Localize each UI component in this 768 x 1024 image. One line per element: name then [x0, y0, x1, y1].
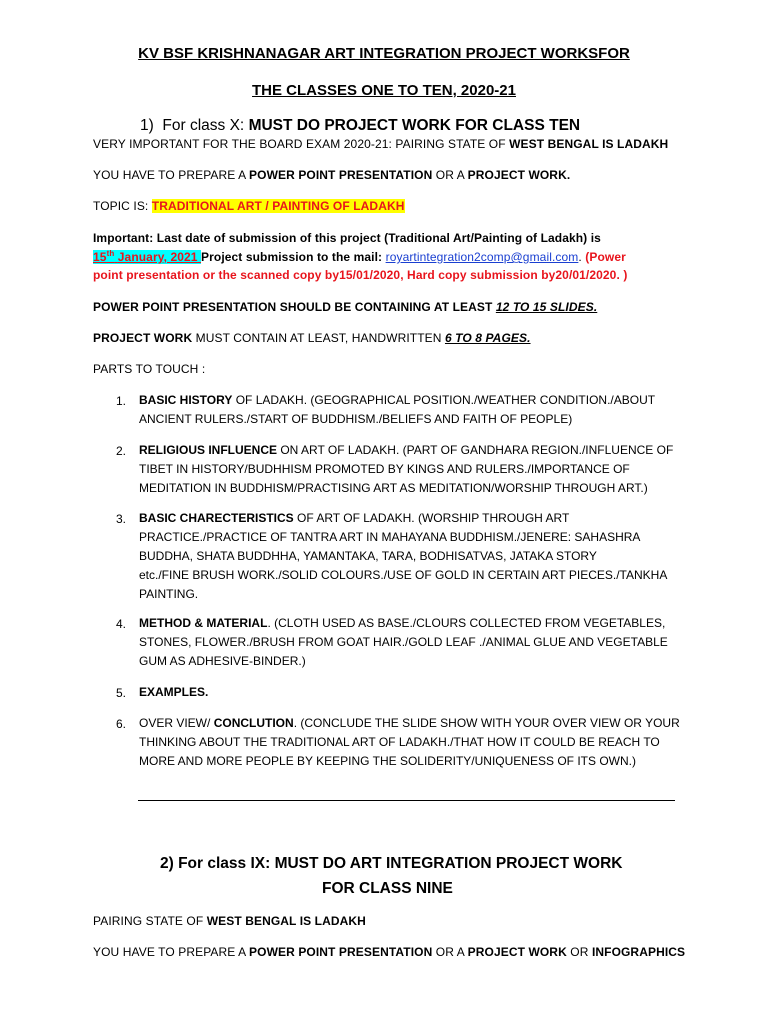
topic-value: TRADITIONAL ART / PAINTING OF LADAKH — [151, 199, 405, 213]
ppt-slides-line: POWER POINT PRESENTATION SHOULD BE CONTAINING AT LEAST 12 TO 15 SLIDES. — [93, 300, 598, 314]
document-title-line-1: KV BSF KRISHNANAGAR ART INTEGRATION PROJECT WORKSFOR — [138, 45, 630, 62]
item-number: 1. — [116, 394, 127, 408]
project-pages-line: PROJECT WORK MUST CONTAIN AT LEAST, HANDWRITTEN 6 TO 8 PAGES. — [93, 331, 531, 345]
important-line-3: point presentation or the scanned copy by15/01/2020, Hard copy submission by20/01/2020. ) — [93, 268, 628, 282]
pairing-line: VERY IMPORTANT FOR THE BOARD EXAM 2020-21: PAIRING STATE OF WEST BENGAL IS LADAKH — [93, 137, 669, 151]
topic-line: TOPIC IS: TRADITIONAL ART / PAINTING OF LADAKH — [93, 199, 405, 213]
item-number: 6. — [116, 717, 127, 731]
section-1-heading: 1) For class X: MUST DO PROJECT WORK FOR CLASS TEN — [140, 117, 581, 134]
submission-email-link[interactable]: royartintegration2comp@gmail.com — [385, 250, 579, 264]
section-2-prepare-line: YOU HAVE TO PREPARE A POWER POINT PRESENTATION OR A PROJECT WORK OR INFOGRAPHICS — [93, 945, 686, 959]
parts-to-touch: PARTS TO TOUCH : — [93, 362, 206, 376]
item-number: 4. — [116, 617, 127, 631]
list-item-basic-history: BASIC HISTORY OF LADAKH. (GEOGRAPHICAL POSITION./WEATHER CONDITION./ABOUT ANCIENT RULERS./START OF BUDDHISM./BELIEFS AND FAITH OF PEOPLE) — [139, 393, 656, 426]
list-item-method-material: METHOD & MATERIAL. (CLOTH USED AS BASE./CLOURS COLLECTED FROM VEGETABLES, STONES, FLOWER./BRUSH FROM GOAT HAIR./GOLD LEAF ./ANIMAL GLUE AND VEGETABLE GUM AS ADHESIVE-BINDER.) — [139, 616, 668, 668]
list-item-basic-characteristics: BASIC CHARECTERISTICS OF ART OF LADAKH. (WORSHIP THROUGH ART PRACTICE./PRACTICE OF TANTRA ART IN MAHAYANA BUDDHISM./JENERE: SAHASHRA BUDDHA, SHATA BUDDHHA, YAMANTAKA, TARA, BODHISATVAS, JATAKA STORY etc./FINE BRUSH WORK./SOLID COLOURS./USE OF GOLD IN CERTAIN ART PIECES./TANKHA PAINTING. — [139, 511, 668, 601]
item-number: 3. — [116, 512, 127, 526]
deadline-date: 15th January, 2021 — [93, 250, 201, 264]
important-line-1: Important: Last date of submission of this project (Traditional Art/Painting of Ladakh) is — [93, 231, 601, 245]
document-title-line-2: THE CLASSES ONE TO TEN, 2020-21 — [252, 82, 516, 99]
item-number: 5. — [116, 686, 127, 700]
list-item-conclusion: OVER VIEW/ CONCLUTION. (CONCLUDE THE SLIDE SHOW WITH YOUR OVER VIEW OR YOUR THINKING ABOUT THE TRADITIONAL ART OF LADAKH./THAT HOW IT COULD BE REACH TO MORE AND MORE PEOPLE BY KEEPING THE SOLIDERITY/UNIQUENESS OF ITS OWN.) — [139, 716, 680, 768]
list-item-religious-influence: RELIGIOUS INFLUENCE ON ART OF LADAKH. (PART OF GANDHARA REGION./INFLUENCE OF TIBET IN HISTORY/BUDHHISM PROMOTED BY KINGS AND RULERS./IMPORTANCE OF MEDITATION IN BUDDHISM/PRACTISING ART AS MEDITATION/WORSHIP THROUGH ART.) — [139, 443, 674, 495]
section-2-pairing-line: PAIRING STATE OF WEST BENGAL IS LADAKH — [93, 914, 366, 928]
section-divider — [138, 800, 675, 801]
item-number: 2. — [116, 444, 127, 458]
section-2-heading: 2) For class IX: MUST DO ART INTEGRATION PROJECT WORK — [160, 855, 623, 872]
section-2-heading-line-2: FOR CLASS NINE — [322, 880, 453, 897]
prepare-line: YOU HAVE TO PREPARE A POWER POINT PRESENTATION OR A PROJECT WORK. — [93, 168, 571, 182]
important-line-2: 15th January, 2021 Project submission to the mail: royartintegration2comp@gmail.com. (Power — [93, 249, 626, 264]
list-item-examples: EXAMPLES. — [139, 685, 209, 699]
